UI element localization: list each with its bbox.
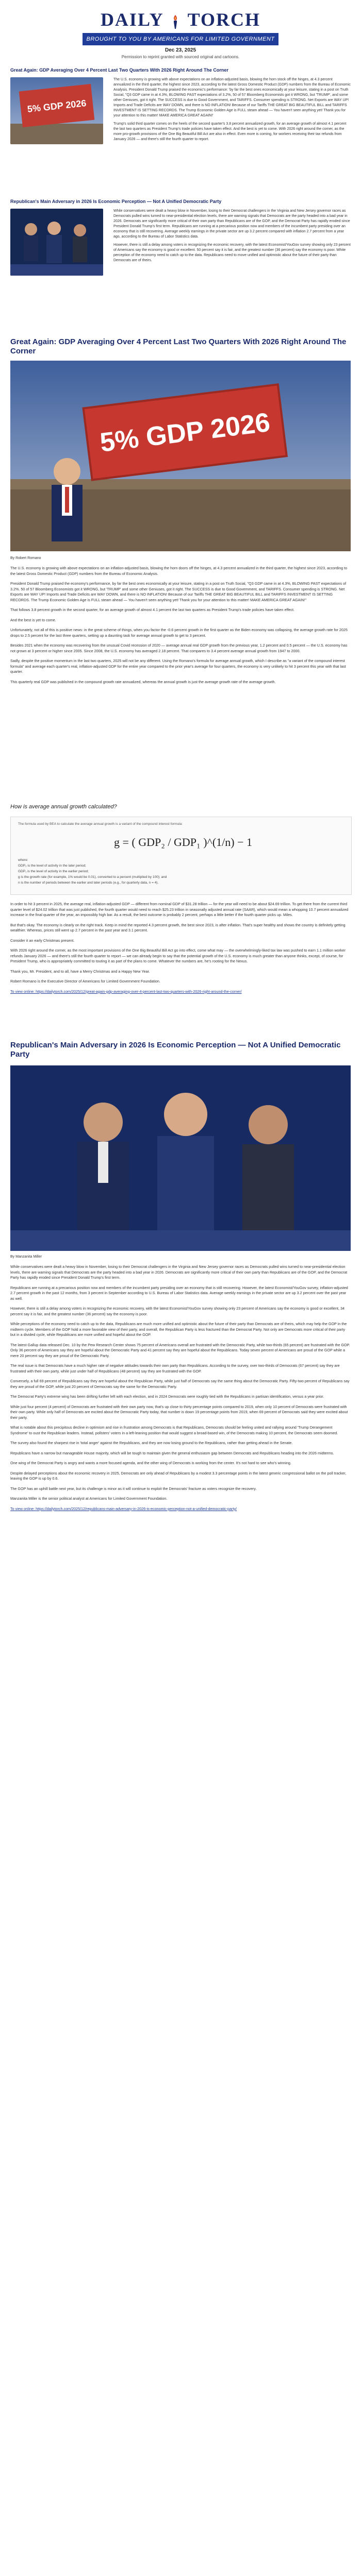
story-title[interactable]: Republican's Main Adversary in 2026 Is Economic Perception — Not A Unified Democratic Party bbox=[10, 199, 222, 204]
article-title-gdp[interactable]: Great Again: GDP Averaging Over 4 Percent Last Two Quarters With 2026 Right Around The Corner bbox=[10, 337, 347, 355]
formula-legend-line: n is the number of periods between the earlier and later periods (e.g., for quarterly data, n = 4). bbox=[18, 881, 159, 885]
byline: By Robert Romano bbox=[10, 556, 41, 560]
logo[interactable] bbox=[98, 9, 263, 30]
formula-legend bbox=[18, 857, 167, 886]
story-paragraph: However, there is still a delay among voters in recognizing the economic recovery, with the latest Economist/YouGov survey showing only 23 percent of Americans say the economy is good or excellent. 50 percent say it is fair, and the greatest number (36 percent) say the economy is poor. White perception of the economy need to catch up to the data. Republicans need to move unified and optimistic about the future of their party than Democrats are of theirs. bbox=[113, 243, 351, 262]
formula-legend-line: GDP₁ is the level of activity in the earlier period; bbox=[18, 870, 89, 873]
body-paragraph: Republicans have a narrow but manageable House majority, which will be tough to maintain given the general enthusiasm gap between Democrats and Republicans heading into the 2026 midterms. bbox=[10, 1450, 334, 1455]
body-paragraph: Republicans are running at a precarious position now and members of the incumbent party presiding over an economy that is still recovering. However, the latest Economist/YouGov survey, inflation-adjusted 2.7 percent growth in the past 12 months, from 3 percent in September according to U.S. Bureau of Labor Statistics data. Average weekly earnings in the private sector are up 3.2 percent over the past year as well. bbox=[10, 1285, 348, 1301]
body-paragraph: But that's okay. The economy is clearly on the right track. Keep in mind the reported 4.3 percent growth, the best since 2023, is after inflation. That's super healthy and shows the country is definitely getting wealthier. Whereas, prices still went up 2.7 percent in the past year and 3.1 percent. bbox=[10, 922, 346, 933]
body-paragraph: However, there is still a delay among voters in recognizing the economic recovery, with the latest Economist/YouGov survey showing only 23 percent of Americans say the economy is good or excellent, 34 percent say it is fair, and the greatest number (36 percent) say the economy is poor. bbox=[10, 1306, 345, 1316]
story-thumbnail[interactable] bbox=[10, 209, 103, 276]
tagline-bar: BROUGHT TO YOU BY AMERICANS FOR LIMITED GOVERNMENT bbox=[83, 33, 278, 45]
logo-left: DAILY bbox=[100, 9, 163, 30]
story-teaser-gdp bbox=[10, 67, 351, 145]
story-paragraph: While conservatives were dealt a heavy blow in November, losing to their Democrat challengers in the Virginia and New Jersey governor races as Democrats pulled wins turned to near-presidential election levels, there are warning signals that Democrats are the party headed into a bad year in 2026. Democrats are significantly more critical of their own party than Republicans are of the GOP, and the Democrat Party has rapidly eroded since President Donald Trump's first term. Republicans are running at a precarious position now and members of the incumbent party presiding over an economy that is still recovering. Average weekly earnings in the private sector are up 3.2 percent compared with inflation 2.7 percent from a year ago, according to the Bureau of Labor Statistics data. bbox=[113, 209, 350, 239]
permission-note: Permission to reprint granted with sourced original and cartoons. bbox=[121, 55, 240, 59]
logo-right: TORCH bbox=[187, 9, 261, 30]
hero-image-gdp bbox=[10, 361, 351, 551]
story-title[interactable]: Great Again: GDP Averaging Over 4 Percent Last Two Quarters With 2026 Right Around The Corner bbox=[10, 67, 228, 73]
body-paragraph: The real issue is that Democrats have a much higher rate of negative attitudes towards their own party than Republicans. According to the survey, over two-thirds of Democrats (67 percent) say they are frustrated with their own party, while just under half of Republicans (48 percent) say they are frustrated with the GOP. bbox=[10, 1363, 340, 1374]
body-paragraph: What is notable about this precipitous decline in optimism and rise in frustration among Democrats is that Republicans, Democrats should be feeling united and rallying around 'Trump Derangement Syndrome' to oust the Republican leaders. Instead, pollsters' voters in a left-leaning position that would suggest a broad-based win, of the Democrats making 10 percent, the Democrats seem doomed. bbox=[10, 1425, 338, 1435]
body-paragraph: Despite delayed perceptions about the economic recovery in 2025, Democrats are only ahead of Republicans by a modest 3.3 percentage points in the latest generic congressional ballot on the poll tracker, leaving the GOP is up by 0.6. bbox=[10, 1470, 347, 1481]
body-paragraph: The Democrat Party's extreme wing has been drifting further left with each election, and in 2024 Democrats were roughly tied with the Republicans in partisan identification, versus a year prior. bbox=[10, 1394, 324, 1399]
masthead bbox=[0, 0, 361, 62]
view-online-link[interactable]: To view online: https://dailytorch.com/2025/12/republicans-main-adversary-in-2026-is-economic-perception-not-a-unified-democratic-party/ bbox=[10, 1506, 237, 1511]
story-paragraph: The U.S. economy is growing with above expectations on an inflation-adjusted basis, blowing the horn stock off the hinges, at 4.3 percent annualized in the third quarter, the highest since 2023, according to the latest Gross Domestic Product (GDP) numbers from the Bureau of Economic Analysis. President Donald Trump praised the economic's performance: 'by far the best ones economically at your leisure, stating in a post on Truth Social, "Q3 GDP came in at 4.3%, BLOWING PAST expectations of 3.2%, 50 of 57 Bloomberg Economists got it WRONG, but 'TRUMP', and some other Geniuses, got it right. The SUCCESS is due to Good Government, and TARIFFS. Consumer spending is STRONG. Net Exports are WAY UP! Imports and Trade Deficits are WAY DOWN, and there is NO INFLATION! Because of our Tariffs THE GREAT BIG BEAUTIFUL BILL and TARIFFS INVESTMENT IS SETTING RECORDS. The Trump Economic Golden Age is FULL steam ahead — You haven't seen anything yet! Thank you for your attention to this matter! MAKE AMERICA GREAT AGAIN!' bbox=[113, 78, 351, 117]
byline: By Manzanita Miller bbox=[10, 1255, 42, 1259]
body-paragraph: With 2026 right around the corner, as the most important provisions of the One Big Beautiful Bill Act go into effect, come what may — the overwhelmingly-liked tax law was pushed to earn 1.1 million worker refunds January 2026 — and there's still the fourth quarter to report — we can already begin to say that the potential growth of the U.S. economy is much greater than anyone thinks, except, of course, for President Trump, who is appropriately committed to touting it as part of the plans to come. Whatever the numbers are, he's rooting for the Nexus. bbox=[10, 948, 346, 963]
body-paragraph: Consider it an early Christmas present. bbox=[10, 938, 75, 943]
issue-date: Dec 23, 2025 bbox=[165, 47, 196, 53]
view-online-link[interactable]: To view online: https://dailytorch.com/2025/12/great-again-gdp-averaging-over-4-percent-last-two-quarters-with-2026-right-around-the-corner/ bbox=[10, 989, 242, 994]
formula-legend-line: GDP₂ is the level of activity in the later period; bbox=[18, 864, 86, 868]
story-row bbox=[10, 77, 351, 142]
body-paragraph: Conversely, a full 69 percent of Republicans say they are hopeful about the Republican Party, while just half of Democrats say the same thing about the Democratic Party. Fifty-two percent of Republicans say they are proud of the GOP, while just 20 percent of Democrats say the same for the Democratic Party. bbox=[10, 1379, 350, 1389]
formula-legend-line: where: bbox=[18, 858, 28, 862]
article-body-gdp-1 bbox=[10, 566, 351, 689]
body-paragraph: While perceptions of the economy need to catch up to the data, Republicans are much more unified and optimistic about the future of their party than Democrats are of theirs, which may help the GOP in the midterm cycle. Members of the GOP hold a more favorable view of their party, and overall, the Republican Party is less fractured than the Democrat Party. Not only are Democrats more critical of their party but in a divided cycle, while Republicans are more unified and hopeful about the GOP. bbox=[10, 1321, 347, 1337]
body-paragraph: While just four percent (4 percent) of Democrats are frustrated with their own party now, that's up close to thirty percentage points compared to 2019, when only 10 percent of Democrats were frustrated with their own party. While only half of Democrats are excited about the Democratic Party today, that number is down 19 percentage points from 2019, when 69 percent of Democrats said they were excited about their party. bbox=[10, 1404, 348, 1420]
story-paragraph: Trump's solid third quarter comes on the heels of the second quarter's 3.8 percent annualized growth, for an average growth of almost 4.1 percent the last two quarters as President Trump's trade policies have taken effect. And the best is yet to come. With 2026 right around the corner, as the more pro-growth provisions of the One Big Beautiful Bill Act are also in effect. Even more is coming, for workers receiving their tax refunds from January 2026 — and there's still the fourth quarter to report. bbox=[113, 122, 347, 141]
story-text bbox=[113, 209, 351, 263]
torch-icon bbox=[171, 14, 180, 29]
body-paragraph: The U.S. economy is growing with above expectations on an inflation-adjusted basis, blowing the horn doors off the hinges, at 4.3 percent annualized in the third quarter, the highest since 2023, according to the latest Gross Domestic Product (GDP) numbers from the Bureau of Economic Analysis. bbox=[10, 566, 348, 576]
body-paragraph: Manzanita Miller is the senior political analyst at Americans for Limited Government Foundation. bbox=[10, 1496, 168, 1501]
formula-caption: The formula used by BEA to calculate the average annual growth is a variant of the compound interest formula: bbox=[18, 822, 183, 826]
body-paragraph: Robert Romano is the Executive Director of Americans for Limited Government Foundation. bbox=[10, 979, 160, 984]
hero-sign-text: 5% GDP 2026 bbox=[98, 407, 272, 458]
pull-question: How is average annual growth calculated? bbox=[10, 804, 117, 810]
svg-text:5% GDP 2026: 5% GDP 2026 bbox=[26, 98, 87, 114]
body-paragraph: And the best is yet to come. bbox=[10, 617, 56, 622]
body-paragraph: Besides 2021 when the economy was recovering from the unusual Covid recession of 2020 — average annual real GDP growth from the previous year, 1.2 percent and 0.5 percent — the U.S. economy has not grown at 3 percent or higher since 2005. Since 2008, the U.S. economy has averaged 2.18 percent. That compares to 3.4 percent average annual growth from 1947 to 2000. bbox=[10, 643, 348, 653]
formula: g = ( GDP₂ / GDP₁ )^(1/n) − 1 bbox=[114, 836, 253, 849]
formula-legend-line: g is the growth rate (for example, 1% would be 0.01), converted to a percent (multiplied by 100); and bbox=[18, 875, 167, 879]
body-paragraph: Sadly, despite the positive momentum in the last two quarters, 2025 will not be any different. Using the Romano's formula for average annual growth, which I describe as "a variant of the compound interest formula" and average each quarter's real, inflation-adjusted GDP for the entire year compared to the prior year's average for four quarters, the economy is very unlikely to hit 3 percent this year with that last quarter. bbox=[10, 658, 346, 674]
body-paragraph: The survey also found the sharpest rise in 'total anger' against the Republicans, and they are now losing ground to the Republicans, rather than getting ahead in the Senate. bbox=[10, 1440, 293, 1445]
body-paragraph: President Donald Trump praised the economy's performance, by far the best ones economically at your leisure, stating in a post on Truth Social, "Q3 GDP came in at 4.3%, BLOWING PAST expectations of 3.2%. 50 of 57 Bloomberg Economists got it WRONG, but 'TRUMP' and some other Geniuses, got it right. The SUCCESS is due to Good Government, and TARIFFS. Consumer spending is STRONG. Net Exports are WAY UP! Imports and Trade Deficits are WAY DOWN, and there is NO INFLATION! Because of our Tariffs THE GREAT BIG BEAUTIFUL BILL and TARIFFS INVESTMENT IS SETTING RECORDS. The Trump Economic Golden Age is FULL steam ahead — You haven't seen anything yet! Thank you for your attention to this matter! MAKE AMERICA GREAT AGAIN!" bbox=[10, 581, 347, 602]
article-body-perception bbox=[10, 1264, 351, 1516]
body-paragraph: While conservatives were dealt a heavy blow in November, losing to their Democrat challengers in the Virginia and New Jersey governor races as Democrats pulled wins turned to near-presidential election levels, there are warning signals that Democrats are the party headed into a bad year in 2026. Democrats are significantly more critical of their own party than Republicans are of the GOP, and the Democrat Party has rapidly eroded since President Donald Trump's first term. bbox=[10, 1264, 348, 1280]
hero-image-perception bbox=[10, 1065, 351, 1251]
body-paragraph: In order to hit 3 percent in 2025, the average real, inflation-adjusted GDP — different from nominal GDP of $31.28 trillion — for the year will need to be about $24.69 trillion. To get there from the current third quarter level of $24.02 trillion that was just published, the fourth quarter would need to reach $25.23 trillion in seasonally adjusted annual rate (SAAR), which would mean a whopping 10.7 percent annualized increase in the final quarter of the year, an impossibly high bar. As a result, the best outcome is probably 2 percent, perhaps a little better if the fourth quarter picks up. Miles. bbox=[10, 902, 349, 917]
story-text bbox=[113, 77, 351, 142]
article-title-perception[interactable]: Republican's Main Adversary in 2026 Is Economic Perception — Not A Unified Democratic Party bbox=[10, 1041, 341, 1059]
body-paragraph: This quarterly real GDP was published in the compound growth rate annualized, whereas the annual growth is just the average growth rate of the average growth. bbox=[10, 679, 276, 684]
story-teaser-perception bbox=[10, 198, 351, 266]
body-paragraph: The latest Gallup data released Dec. 10 by the Pew Research Center shows 75 percent of Americans overall are frustrated with the Democratic Party, while two-thirds (65 percent) are frustrated with the GOP. Only 36 percent of Americans say they are hopeful about the Democratic Party and 41 percent say they are hopeful about the Republicans. Today seven percent of Americans are proud of the GOP while a mere 20 percent say they are proud of the Democratic Party. bbox=[10, 1342, 350, 1358]
body-paragraph: Thank you, Mr. President, and to all, have a Merry Christmas and a Happy New Year. bbox=[10, 969, 150, 974]
body-paragraph: One wing of the Democrat Party is angry and wants a more focused agenda, and the other wing of Democrats is working from the center. It's not hard to see who's winning. bbox=[10, 1461, 291, 1465]
story-row bbox=[10, 209, 351, 263]
story-thumbnail[interactable] bbox=[10, 77, 103, 144]
body-paragraph: Unfortunately, not all of this is positive news: in the great scheme of things, when you factor the -0.6 percent growth in the first quarter as the Biden economy was collapsing, the average growth rate for 2025 drops to 2.5 percent for the last three quarters, setting up a daunting task for average annual growth to get to 3 percent. bbox=[10, 628, 348, 638]
body-paragraph: That follows 3.8 percent growth in the second quarter, for an average growth of almost 4.1 percent the last two quarters as President Trump's trade policies have taken effect. bbox=[10, 607, 294, 612]
body-paragraph: The GOP has an uphill battle next year, but its challenge is minor as it will continue to exploit the Democrats' fracture as voters recognize the recovery. bbox=[10, 1486, 257, 1491]
formula-box bbox=[10, 817, 352, 895]
article-body-gdp-2 bbox=[10, 902, 351, 999]
